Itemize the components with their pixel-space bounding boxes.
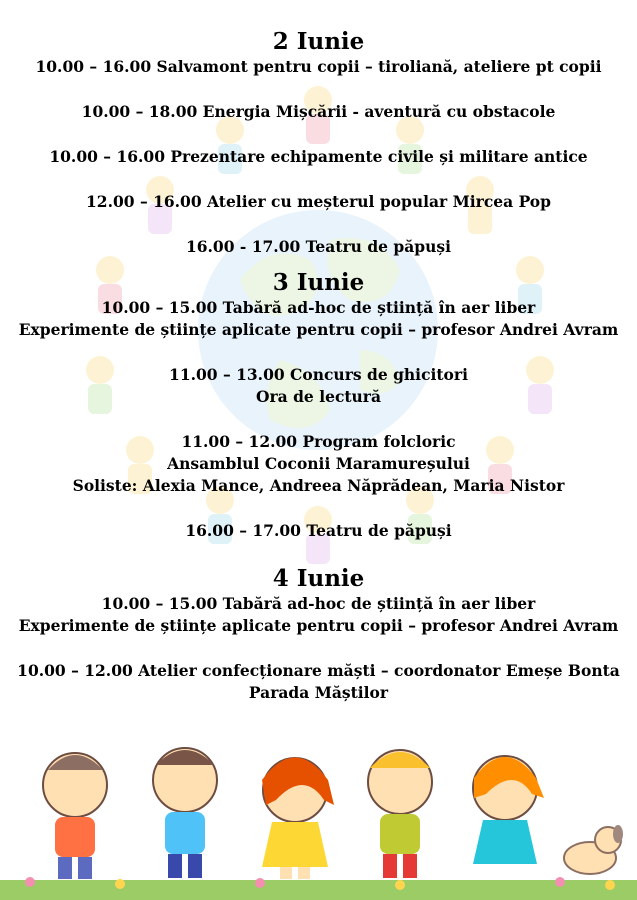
event-line: 11.00 – 12.00 Program folcloric: [181, 432, 456, 451]
event-line: Experimente de științe aplicate pentru copii – profesor Andrei Avram: [18, 320, 619, 339]
event-line: 10.00 – 15.00 Tabără ad-hoc de știință în aer liber: [101, 298, 536, 317]
event-line: Ora de lectură: [255, 387, 382, 406]
event-line: Experimente de științe aplicate pentru copii – profesor Andrei Avram: [18, 616, 619, 635]
event-line: 16.00 – 17.00 Teatru de păpuși: [185, 521, 452, 540]
event-line: 10.00 – 16.00 Salvamont pentru copii – tiroliană, ateliere pt copii: [35, 57, 602, 76]
event-line: Soliste: Alexia Mance, Andreea Năprădean, Maria Nistor: [72, 476, 565, 495]
event-line: 10.00 – 12.00 Atelier confecționare măști – coordonator Emeșe Bonta: [17, 661, 620, 680]
day-section-3-iunie: [0, 269, 637, 542]
child-figure: [262, 758, 334, 880]
event-line: 10.00 – 16.00 Prezentare echipamente civile și militare antice: [49, 147, 588, 166]
event-line: 11.00 – 13.00 Concurs de ghicitori: [169, 365, 468, 384]
dog-figure: [564, 825, 623, 874]
event-line: 16.00 - 17.00 Teatru de păpuși: [185, 237, 452, 256]
day-section-4-iunie: [0, 565, 637, 704]
day-title: 3 Iunie: [272, 269, 365, 296]
event-line: 10.00 – 18.00 Energia Mișcării - aventură cu obstacole: [81, 102, 556, 121]
event-line: 12.00 – 16.00 Atelier cu meșterul popular Mircea Pop: [86, 192, 551, 211]
event-line: Ansamblul Coconii Maramureșului: [167, 454, 470, 473]
child-figure: [473, 756, 544, 864]
children-holding-hands-illustration: [0, 740, 637, 900]
child-figure: [43, 753, 107, 879]
event-line: Parada Măștilor: [248, 683, 389, 702]
child-figure: [368, 750, 432, 878]
day-title: 4 Iunie: [272, 565, 365, 592]
day-title: 2 Iunie: [272, 28, 365, 55]
event-line: 10.00 – 15.00 Tabără ad-hoc de știință în aer liber: [101, 594, 536, 613]
child-figure: [153, 748, 217, 878]
day-section-2-iunie: [0, 28, 637, 258]
